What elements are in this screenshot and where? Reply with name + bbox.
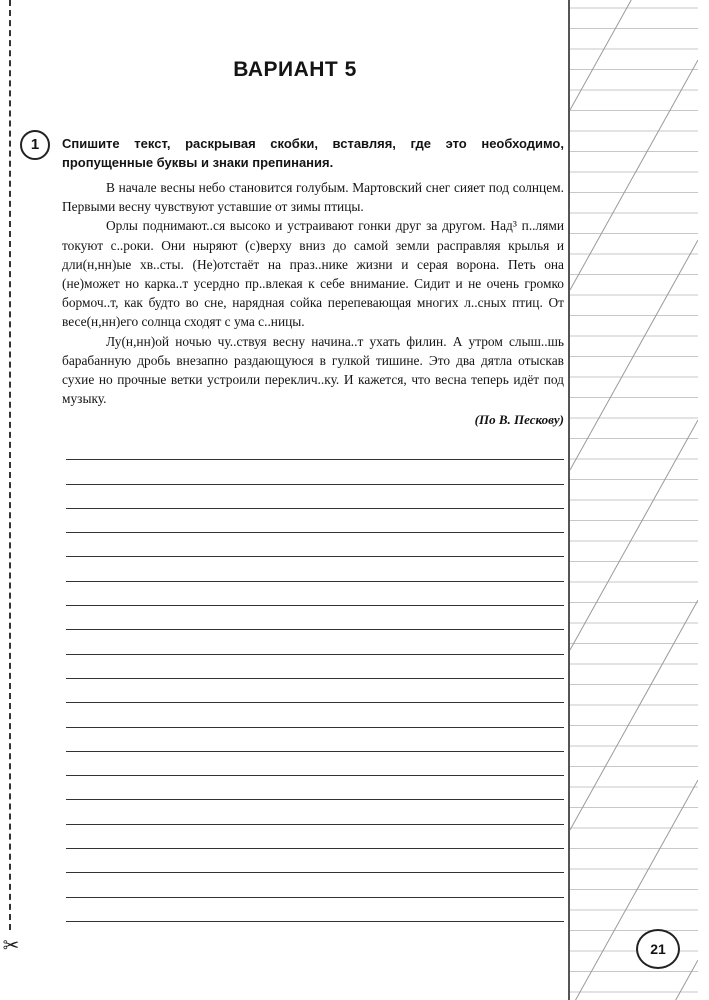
scissors-icon: ✂ bbox=[2, 933, 20, 957]
answer-lines bbox=[66, 436, 564, 922]
margin-slant-line bbox=[570, 60, 698, 290]
answer-line[interactable] bbox=[66, 630, 564, 654]
cut-line bbox=[9, 0, 11, 930]
exercise-text bbox=[62, 178, 564, 430]
slanted-guide-lines bbox=[570, 0, 698, 1000]
answer-line[interactable] bbox=[66, 606, 564, 630]
answer-line[interactable] bbox=[66, 873, 564, 897]
answer-line[interactable] bbox=[66, 509, 564, 533]
text-paragraph: В начале весны небо становится голубым. Мартовский снег сияет под солнцем. Первыми весну чувствуют уставшие от зимы птицы. bbox=[62, 180, 564, 215]
text-paragraph: Орлы поднимают..ся высоко и устраивают гонки друг за другом. Над³ п..лями токуют с..роки. Они ныряют (с)верху вниз до самой земли расправляя крылья и дли(н,нн)ые хв..сты. (Не)отстаёт на праз..нике жизни и серая ворона. Петь она (не)может но карка..т усердно пр..влекая к себе внимание. Сидит и не очень громко бормоч..т, как будто во сне, нарядная сойка перепевающая многих л..сных птиц. От весе(н,нн)его солнца сходят с ума с..ницы. bbox=[62, 218, 564, 330]
answer-line[interactable] bbox=[66, 679, 564, 703]
margin-slant-line bbox=[570, 600, 698, 830]
answer-line[interactable] bbox=[66, 582, 564, 606]
page-number: 21 bbox=[636, 929, 680, 969]
answer-line[interactable] bbox=[66, 557, 564, 581]
task-instruction: Спишите текст, раскрывая скобки, вставляя, где это необходимо, пропущенные буквы и знаки препинания. bbox=[62, 136, 564, 170]
answer-line[interactable] bbox=[66, 728, 564, 752]
attribution: (По В. Пескову) bbox=[474, 412, 564, 428]
answer-line[interactable] bbox=[66, 776, 564, 800]
answer-line[interactable] bbox=[66, 703, 564, 727]
answer-line[interactable] bbox=[66, 655, 564, 679]
answer-line[interactable] bbox=[66, 800, 564, 824]
answer-line[interactable] bbox=[66, 460, 564, 484]
margin-slant-line bbox=[570, 960, 698, 1000]
answer-line[interactable] bbox=[66, 533, 564, 557]
calligraphy-margin bbox=[568, 0, 698, 1000]
text-paragraph: Лу(н,нн)ой ночью чу..ствуя весну начина..т ухать филин. А утром слыш..шь барабанную дробь внезапно раздающуюся в гулкой тишине. Это два дятла отыскав сухие но прочные ветки устроили переклич..ку. И кажется, что весна теперь идёт под музыку. bbox=[62, 333, 564, 407]
margin-slant-line bbox=[570, 780, 698, 1000]
margin-slant-line bbox=[570, 420, 698, 650]
answer-line[interactable] bbox=[66, 436, 564, 460]
answer-line[interactable] bbox=[66, 849, 564, 873]
task-number-badge: 1 bbox=[20, 130, 50, 160]
answer-line[interactable] bbox=[66, 485, 564, 509]
answer-line[interactable] bbox=[66, 825, 564, 849]
page-title: ВАРИАНТ 5 bbox=[233, 58, 357, 81]
answer-line[interactable] bbox=[66, 898, 564, 922]
answer-line[interactable] bbox=[66, 752, 564, 776]
